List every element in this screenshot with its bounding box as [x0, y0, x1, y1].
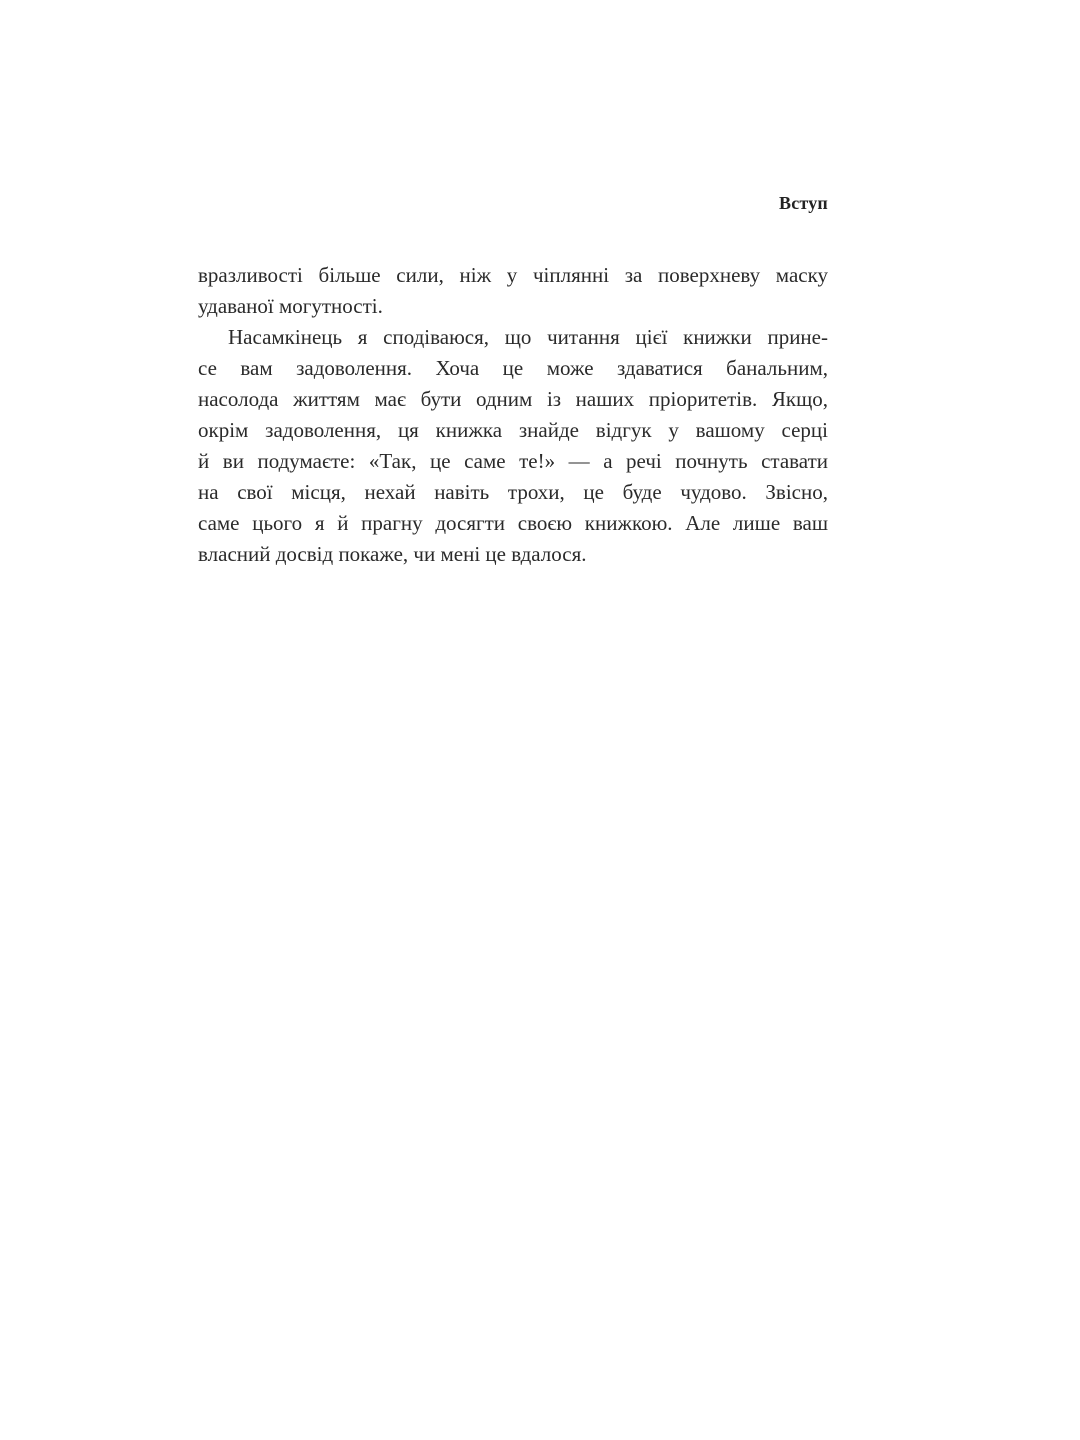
text-line: окрім задоволення, ця книжка знайде відгук у вашому серці: [198, 418, 828, 442]
text-line: вразливості більше сили, ніж у чіплянні за поверхневу маску: [198, 263, 828, 287]
text-block: [198, 260, 828, 570]
text-line: саме цього я й прагну досягти своєю книжкою. Але лише ваш: [198, 511, 828, 535]
text-line: на свої місця, нехай навіть трохи, це буде чудово. Звісно,: [198, 480, 828, 504]
paragraph: [198, 260, 828, 322]
running-head: Вступ: [779, 193, 828, 213]
text-line: насолода життям має бути одним із наших пріоритетів. Якщо,: [198, 387, 828, 411]
text-line: се вам задоволення. Хоча це може здаватися банальним,: [198, 356, 828, 380]
text-line: удаваної могутності.: [198, 294, 383, 318]
text-line: й ви подумаєте: «Так, це саме те!» — а речі почнуть ставати: [198, 449, 828, 473]
text-line: власний досвід покаже, чи мені це вдалося.: [198, 542, 587, 566]
paragraph: [198, 322, 828, 570]
text-line: Насамкінець я сподіваюся, що читання цієї книжки прине-: [228, 325, 828, 349]
